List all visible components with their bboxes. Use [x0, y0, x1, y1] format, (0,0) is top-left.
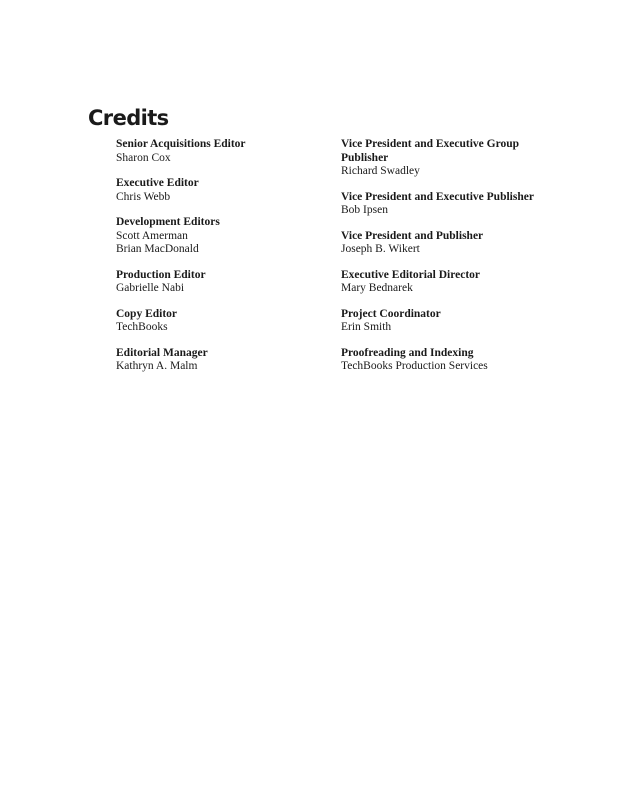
- credit-entry: [116, 216, 326, 257]
- credit-role: Proofreading and Indexing: [341, 346, 474, 359]
- credit-role: Development Editors: [116, 216, 220, 228]
- credit-name: Chris Webb: [116, 190, 171, 203]
- credit-role: Vice President and Executive Publisher: [341, 190, 534, 203]
- credit-role: Copy Editor: [116, 307, 178, 320]
- credit-role: Senior Acquisitions Editor: [116, 138, 246, 150]
- credit-name: Bob Ipsen: [341, 204, 388, 216]
- credit-entry: [116, 269, 326, 296]
- credit-role: Editorial Manager: [116, 346, 208, 359]
- credit-entry: [341, 347, 546, 374]
- credit-entry: [116, 177, 326, 204]
- credit-role: Executive Editor: [116, 177, 199, 189]
- credit-role: Production Editor: [116, 268, 206, 281]
- credits-column-right: [341, 138, 546, 386]
- credit-name: Richard Swadley: [341, 165, 420, 177]
- credit-name: TechBooks: [116, 321, 168, 333]
- credit-entry: [341, 191, 546, 218]
- credit-name: Gabrielle Nabi: [116, 282, 185, 294]
- credit-entry: [116, 138, 326, 165]
- credit-role: Vice President and Publisher: [341, 229, 484, 242]
- page-title: Credits: [88, 106, 169, 130]
- credit-name: Erin Smith: [341, 321, 392, 333]
- credit-entry: [116, 308, 326, 335]
- credit-role: Vice President and Executive Group Publisher: [341, 138, 520, 164]
- credit-name: Joseph B. Wikert: [341, 243, 420, 255]
- credit-name: TechBooks Production Services: [341, 360, 488, 372]
- credits-column-left: [116, 138, 326, 386]
- credit-name: Mary Bednarek: [341, 282, 413, 294]
- credit-name: Scott Amerman: [116, 229, 188, 242]
- credit-name: Kathryn A. Malm: [116, 360, 198, 372]
- credit-role: Executive Editorial Director: [341, 268, 481, 281]
- credit-entry: [341, 308, 546, 335]
- credit-role: Project Coordinator: [341, 307, 441, 320]
- credit-name: Sharon Cox: [116, 151, 171, 164]
- credit-entry: [341, 230, 546, 257]
- credit-entry: [116, 347, 326, 374]
- credit-entry: [341, 269, 546, 296]
- credit-entry: [341, 138, 546, 179]
- credit-name: Brian MacDonald: [116, 243, 199, 255]
